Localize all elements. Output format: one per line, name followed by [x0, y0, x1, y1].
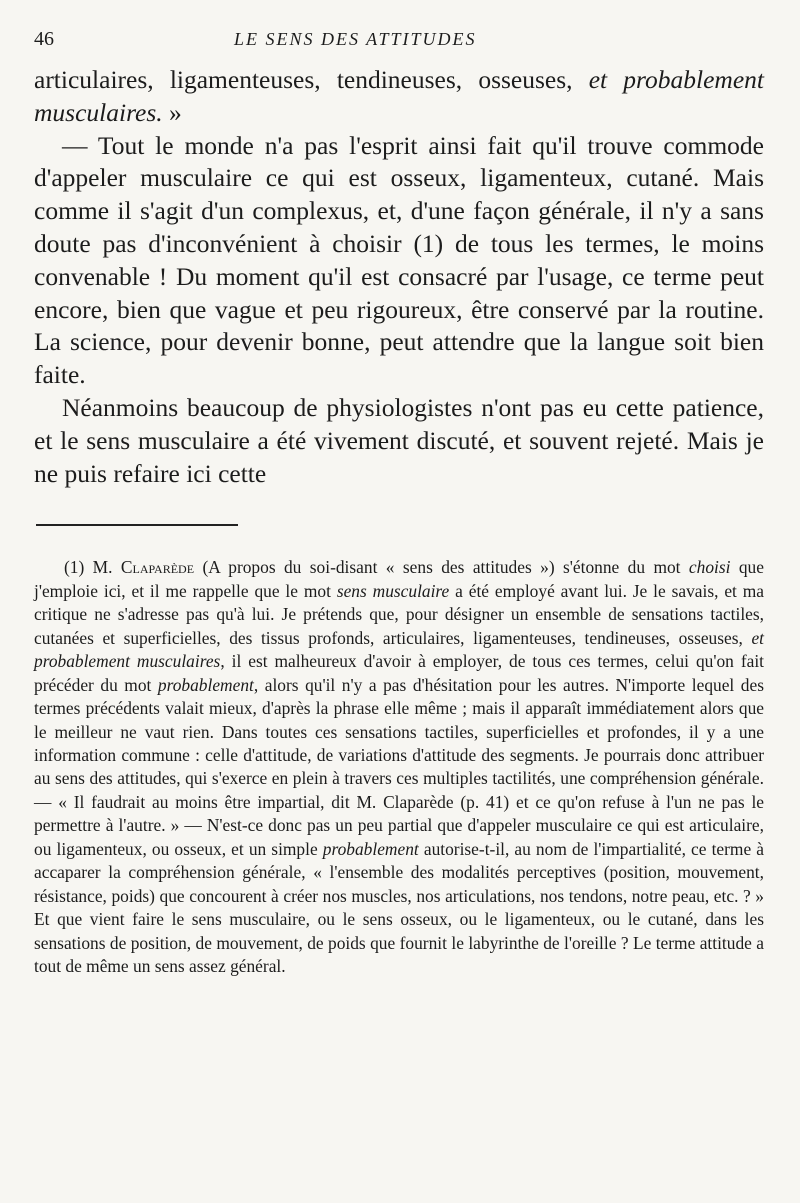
page-number: 46 [34, 28, 54, 50]
text-run: autorise-t-il, au nom de l'impartialité, ce terme à accaparer la compréhension générale, « l'ensemble des modalités perceptives (position, mouvement, résistance, poids) que concourent à créer nos muscles, nos articulations, nos tendons, notre peau, etc. ? » Et que vient faire le sens musculaire, ou le sens osseux, ou le ligamenteux, ou le cutané, dans les sensations de position, de mouvement, de poids que fournit le labyrinthe de l'oreille ? Le terme attitude a tout de même un sens assez général. [34, 838, 764, 977]
italic-run: sens musculaire [336, 580, 450, 601]
italic-run: probablement [157, 674, 254, 695]
page-header [34, 28, 764, 64]
footnote-marker: (1) M. [64, 557, 121, 578]
text-run: a été employé avant lui. Je le savais, et ma critique ne s'adresse pas qu'à lui. Je prétends que, pour désigner un ensemble de sensations tactiles, cutanées et superficielles, des tissus profonds, articulaires, ligamenteuses, tendineuses, osseuses, [34, 580, 764, 648]
italic-run: et probablement musculaires. [34, 65, 764, 127]
text-run: articulaires, ligamenteuses, tendineuses, osseuses, [34, 65, 589, 94]
paragraph: Néanmoins beaucoup de physiologistes n'ont pas eu cette patience, et le sens musculaire a été vivement discuté, et souvent rejeté. Mais je ne puis refaire ici cette [34, 392, 764, 488]
italic-run: choisi [688, 557, 731, 578]
paragraph: — Tout le monde n'a pas l'esprit ainsi fait qu'il trouve commode d'appeler musculaire ce qui est osseux, ligamenteux, cutané. Mais comme il s'agit d'un complexus, et, d'une façon générale, il n'y a sans doute pas d'inconvénient à choisir (1) de tous les termes, le moins convenable ! Du moment qu'il est consacré par l'usage, ce terme peut encore, bien que vague et peu rigoureux, être conservé par la routine. La science, pour devenir bonne, peut attendre que la langue soit bien faite. [34, 130, 764, 390]
paragraph-continued [34, 64, 764, 130]
main-text [34, 64, 764, 490]
text-run: » [162, 97, 182, 127]
footnote [34, 556, 764, 978]
running-title: LE SENS DES ATTITUDES [234, 29, 477, 49]
text-run: (A propos du soi-disant « sens des attitudes ») s'étonne du mot [194, 557, 689, 578]
text-run: , alors qu'il n'y a pas d'hésitation pour les autres. N'importe lequel des termes précédents valait mieux, d'après la phrase elle même ; mais il apparaît immédiatement alors que le meilleur ne vaut rien. Dans toutes ces sensations tactiles, superficielles et profondes, il y a une information commune : celle d'attitude, de variations d'attitude des segments. Je pourrais donc attribuer au sens des attitudes, qui s'exerce en plein à travers ces multiples tactilités, une compréhension générale. — « Il faudrait au moins être impartial, dit M. Claparède (p. 41) et ce qu'on refuse à l'un ne pas le permettre à l'autre. » — N'est-ce donc pas un peu partial que d'appeler musculaire ce qui est articulaire, ou ligamenteux, ou osseux, et un simple [34, 674, 764, 859]
footnote-separator [36, 524, 238, 526]
italic-run: probablement [322, 838, 419, 859]
italic-run: et probablement musculaires [34, 627, 764, 672]
text-run: , il est malheureux d'avoir à employer, de tous ces termes, celui qu'on fait précéder du mot [34, 651, 764, 695]
author-name: Claparède [120, 557, 195, 578]
text-run: que j'emploie ici, et il me rappelle que le mot [34, 557, 764, 601]
